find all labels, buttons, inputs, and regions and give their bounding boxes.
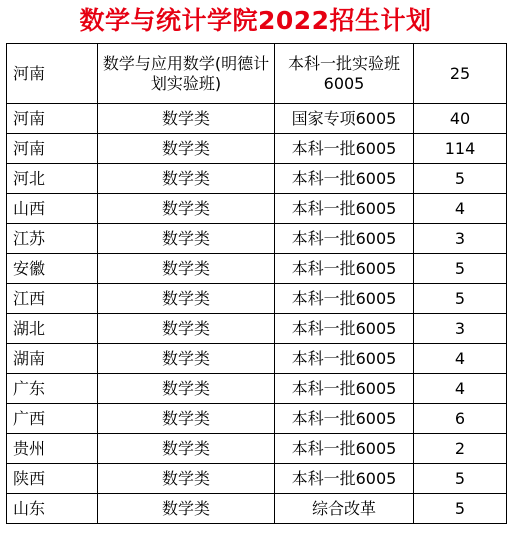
batch-cell: 国家专项6005 <box>275 104 414 134</box>
batch-cell: 本科一批6005 <box>275 344 414 374</box>
major-cell: 数学类 <box>98 374 275 404</box>
province-cell: 河南 <box>7 134 98 164</box>
major-cell: 数学类 <box>98 194 275 224</box>
major-cell <box>98 44 275 104</box>
count-cell: 5 <box>414 494 507 524</box>
major-cell: 数学类 <box>98 464 275 494</box>
province-cell: 江西 <box>7 284 98 314</box>
count-cell: 5 <box>414 284 507 314</box>
major-cell: 数学类 <box>98 314 275 344</box>
province-cell: 陕西 <box>7 464 98 494</box>
table-row <box>7 374 507 404</box>
major-cell: 数学类 <box>98 434 275 464</box>
province-cell: 湖北 <box>7 314 98 344</box>
major-cell: 数学类 <box>98 494 275 524</box>
province-cell: 广东 <box>7 374 98 404</box>
batch-cell: 本科一批6005 <box>275 284 414 314</box>
batch-cell: 本科一批6005 <box>275 434 414 464</box>
count-cell: 5 <box>414 464 507 494</box>
batch-cell <box>275 44 414 104</box>
count-cell: 4 <box>414 344 507 374</box>
major-cell: 数学类 <box>98 404 275 434</box>
table-row <box>7 44 507 104</box>
table-row <box>7 314 507 344</box>
count-cell: 5 <box>414 254 507 284</box>
count-cell: 3 <box>414 224 507 254</box>
batch-cell: 本科一批6005 <box>275 404 414 434</box>
count-cell: 4 <box>414 194 507 224</box>
table-row <box>7 404 507 434</box>
count-cell: 3 <box>414 314 507 344</box>
major-cell: 数学类 <box>98 284 275 314</box>
count-cell: 6 <box>414 404 507 434</box>
province-cell: 湖南 <box>7 344 98 374</box>
page-title: 数学与统计学院2022招生计划 <box>79 6 432 35</box>
batch-cell: 本科一批6005 <box>275 134 414 164</box>
province-cell: 河南 <box>7 104 98 134</box>
major-cell: 数学类 <box>98 224 275 254</box>
table-row <box>7 284 507 314</box>
batch-cell: 综合改革 <box>275 494 414 524</box>
province-cell: 广西 <box>7 404 98 434</box>
major-cell: 数学类 <box>98 104 275 134</box>
province-cell: 河南 <box>7 44 98 104</box>
major-cell: 数学类 <box>98 134 275 164</box>
count-cell: 114 <box>414 134 507 164</box>
batch-cell: 本科一批6005 <box>275 164 414 194</box>
enrollment-plan-table <box>6 43 507 524</box>
table-row <box>7 494 507 524</box>
province-cell: 山西 <box>7 194 98 224</box>
batch-cell: 本科一批6005 <box>275 254 414 284</box>
major-cell: 数学类 <box>98 164 275 194</box>
table-row <box>7 224 507 254</box>
major-text: 数学与应用数学(明德计划实验班) <box>102 53 270 93</box>
province-cell: 贵州 <box>7 434 98 464</box>
table-row <box>7 254 507 284</box>
count-cell: 25 <box>414 44 507 104</box>
table-row <box>7 434 507 464</box>
batch-cell: 本科一批6005 <box>275 374 414 404</box>
table-row <box>7 194 507 224</box>
batch-cell: 本科一批6005 <box>275 464 414 494</box>
batch-text: 本科一批实验班6005 <box>287 53 400 93</box>
count-cell: 4 <box>414 374 507 404</box>
province-cell: 江苏 <box>7 224 98 254</box>
count-cell: 5 <box>414 164 507 194</box>
table-row <box>7 134 507 164</box>
major-cell: 数学类 <box>98 344 275 374</box>
batch-cell: 本科一批6005 <box>275 314 414 344</box>
province-cell: 安徽 <box>7 254 98 284</box>
table-row <box>7 104 507 134</box>
table-row <box>7 164 507 194</box>
province-cell: 河北 <box>7 164 98 194</box>
table-row <box>7 344 507 374</box>
count-cell: 40 <box>414 104 507 134</box>
batch-cell: 本科一批6005 <box>275 224 414 254</box>
batch-cell: 本科一批6005 <box>275 194 414 224</box>
major-cell: 数学类 <box>98 254 275 284</box>
province-cell: 山东 <box>7 494 98 524</box>
count-cell: 2 <box>414 434 507 464</box>
table-row <box>7 464 507 494</box>
